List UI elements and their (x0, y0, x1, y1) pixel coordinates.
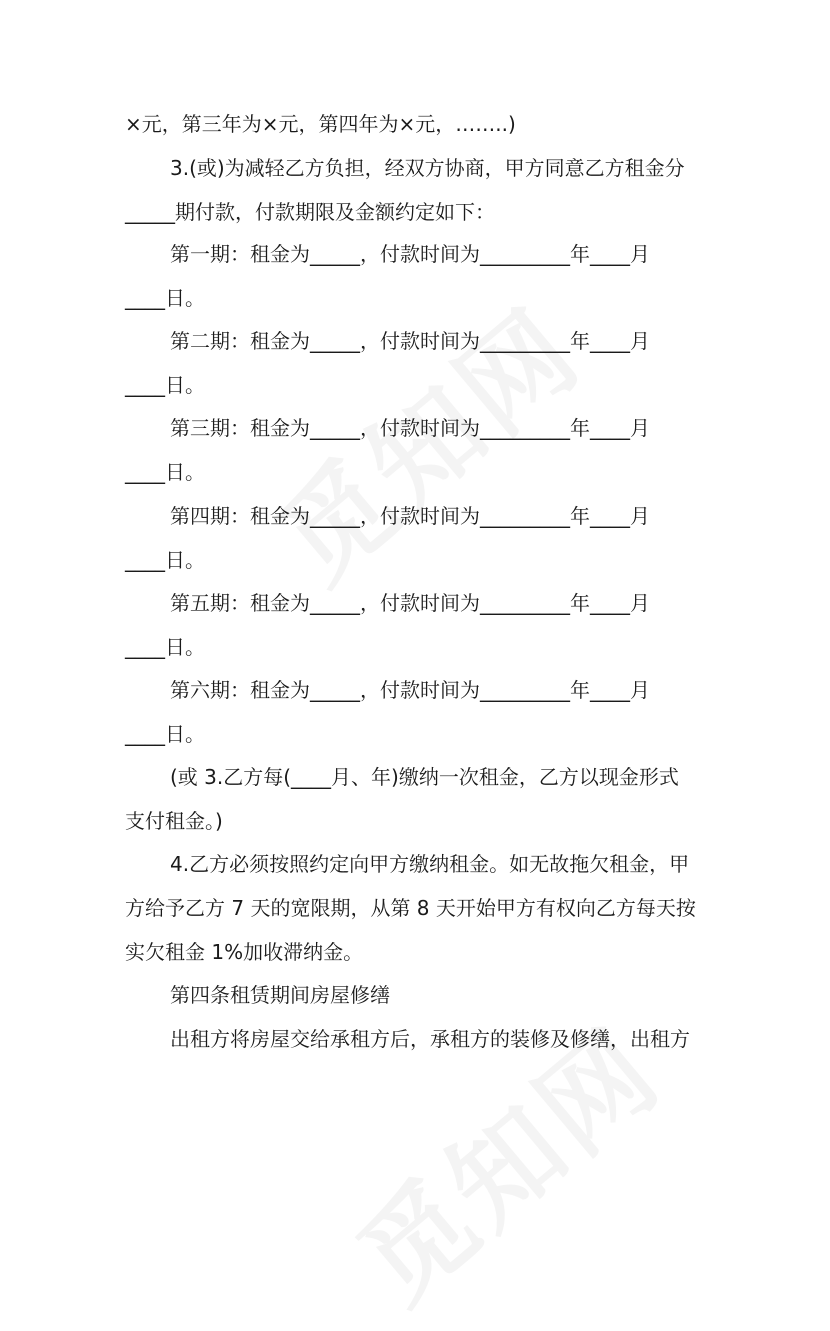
text-line: _____期付款，付款期限及金额约定如下： (125, 200, 495, 224)
text-line: 3.(或)为减轻乙方负担，经双方协商，甲方同意乙方租金分 (170, 156, 685, 180)
text-line: 4.乙方必须按照约定向甲方缴纳租金。如无故拖欠租金，甲 (170, 852, 690, 876)
text-line: 第四期：租金为_____，付款时间为_________年____月 (170, 504, 650, 528)
text-line: ____日。 (125, 722, 205, 746)
text-line: (或 3.乙方每(____月、年)缴纳一次租金，乙方以现金形式 (170, 765, 679, 789)
text-line: ____日。 (125, 286, 205, 310)
text-line: 第五期：租金为_____，付款时间为_________年____月 (170, 591, 650, 615)
text-line: ____日。 (125, 635, 205, 659)
text-line: 第二期：租金为_____，付款时间为_________年____月 (170, 329, 650, 353)
text-line: 出租方将房屋交给承租方后，承租方的装修及修缮，出租方 (170, 1027, 690, 1051)
section-heading: 第四条租赁期间房屋修缮 (170, 983, 390, 1007)
text-line: 实欠租金 1%加收滞纳金。 (125, 940, 364, 964)
text-line: ____日。 (125, 460, 205, 484)
text-line: 第六期：租金为_____，付款时间为_________年____月 (170, 678, 650, 702)
text-line: 第一期：租金为_____，付款时间为_________年____月 (170, 242, 650, 266)
text-line: 方给予乙方 7 天的宽限期，从第 8 天开始甲方有权向乙方每天按 (125, 896, 696, 920)
text-line: ____日。 (125, 373, 205, 397)
text-line: ____日。 (125, 548, 205, 572)
text-line: 第三期：租金为_____，付款时间为_________年____月 (170, 416, 650, 440)
text-line: 支付租金。) (125, 809, 223, 833)
text-line: ×元，第三年为×元，第四年为×元，……..) (125, 112, 516, 136)
